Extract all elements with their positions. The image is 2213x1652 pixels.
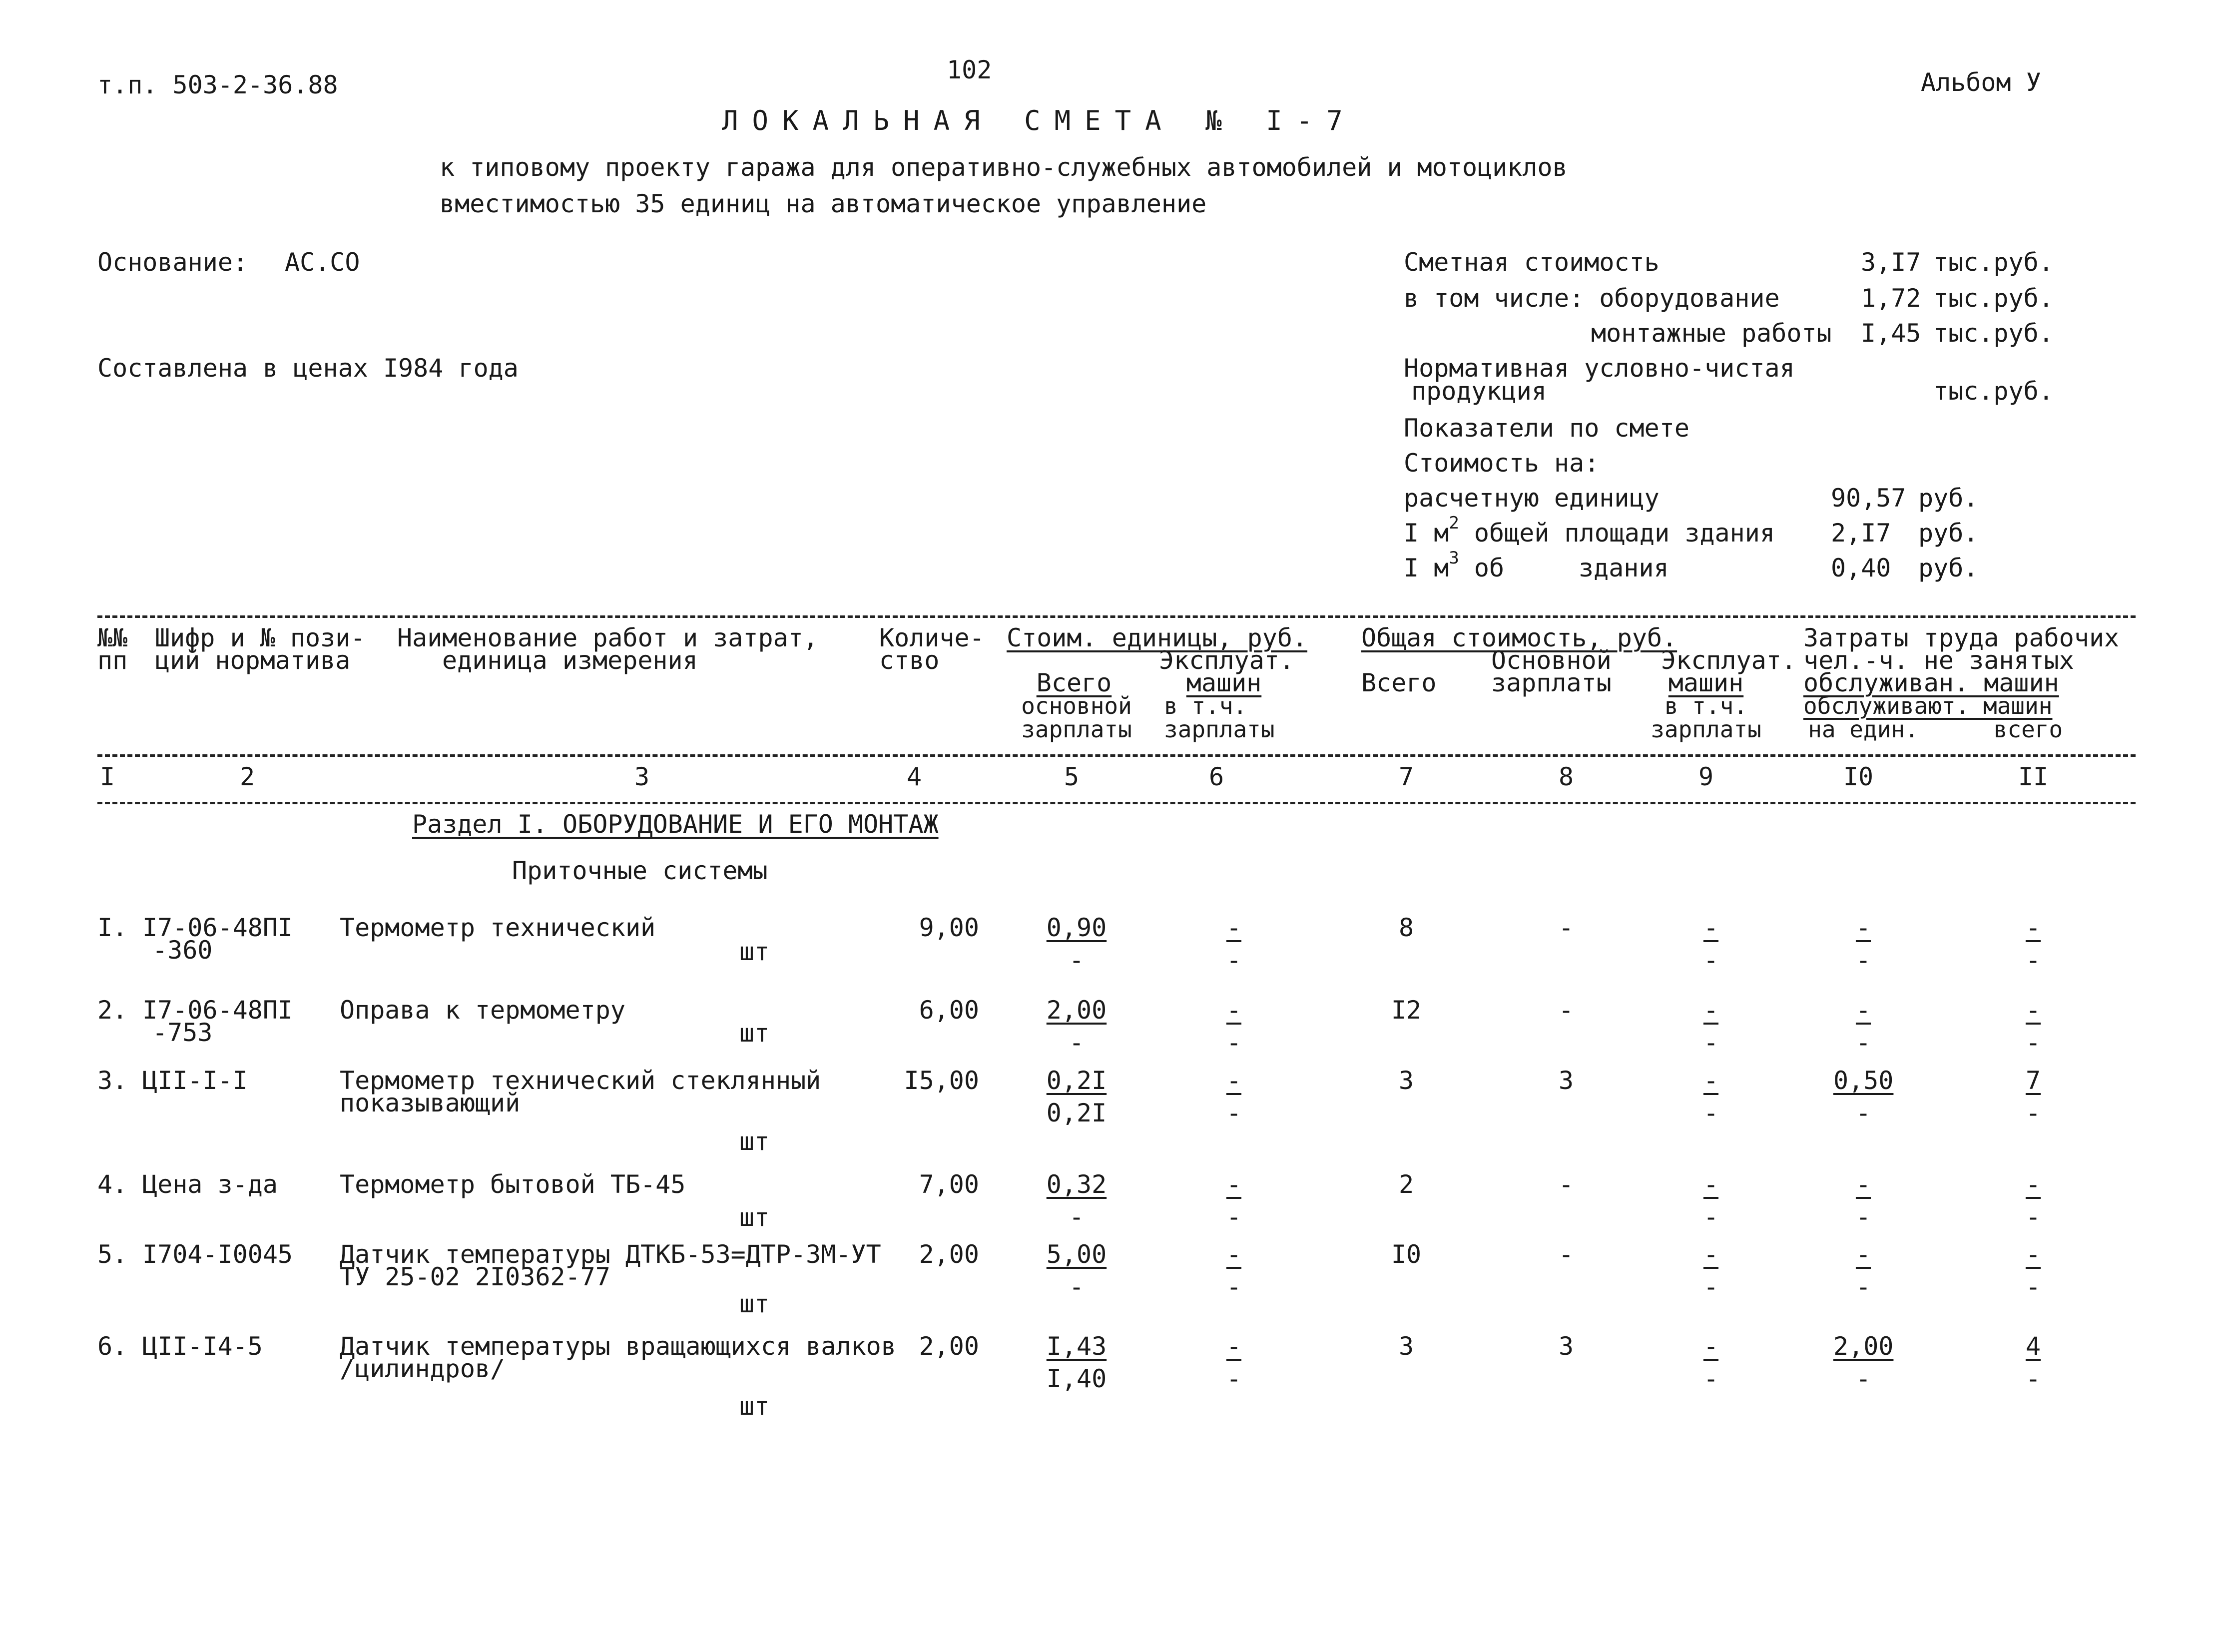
row-unit: шт — [739, 1127, 770, 1156]
install-value: I,45 — [1861, 319, 1921, 348]
row-wage-total: 3 — [1558, 1332, 1574, 1361]
row-total: 8 — [1398, 913, 1414, 942]
row-machine-total-wage: - — [1703, 1272, 1719, 1301]
row-machine-total-wage: - — [1703, 1364, 1719, 1393]
colnum-9: 9 — [1698, 762, 1714, 791]
row-machine-total-wage: - — [1703, 946, 1719, 975]
col9-header-a: Эксплуат. — [1661, 646, 1796, 675]
labor-group-3: обслуживан. машин — [1803, 668, 2059, 697]
row-name: Датчик температуры ДТКБ-53=ДТР-3М-УТ — [340, 1240, 881, 1269]
cost-value: 3,I7 — [1861, 248, 1921, 277]
col9-header-d: зарплаты — [1651, 716, 1761, 743]
header-bottom-rule — [97, 802, 2136, 804]
section-title: Раздел I. ОБОРУДОВАНИЕ И ЕГО МОНТАЖ — [412, 810, 939, 839]
col6-header-d: зарплаты — [1164, 716, 1275, 743]
row-labor-unit: - — [1855, 913, 1871, 942]
col5-header-a: Всего — [1036, 668, 1112, 697]
row-name: Термометр технический — [340, 913, 656, 942]
row-machine-total: - — [1703, 913, 1719, 942]
row-labor-total-sub: - — [2025, 1272, 2041, 1301]
row-machine-wage: - — [1226, 1099, 1242, 1127]
row-labor-total: - — [2025, 996, 2041, 1025]
row-unit: шт — [739, 1019, 770, 1048]
row-labor-total-sub: - — [2025, 1202, 2041, 1231]
colnum-11: II — [2018, 762, 2049, 791]
row-number: 4. — [97, 1170, 128, 1199]
row-price: 2,00 — [1046, 996, 1107, 1025]
unit-cost-group: Стоим. единицы, руб. — [1007, 623, 1308, 652]
row-code-cont: -360 — [152, 936, 213, 965]
labor-group-4: обслуживают. машин — [1803, 692, 2053, 719]
row-name: Оправа к термометру — [340, 996, 625, 1025]
row-price: 5,00 — [1046, 1240, 1107, 1269]
col2-header-a: Шифр и № пози- — [155, 623, 366, 652]
row-machine-total-wage: - — [1703, 1099, 1719, 1127]
row-price-wage: - — [1069, 946, 1085, 975]
subtitle-line-1: к типовому проекту гаража для оперативно-служебных автомобилей и мотоциклов — [440, 153, 1568, 182]
row-price: 0,2I — [1046, 1066, 1107, 1095]
col1-header-b: пп — [97, 646, 128, 675]
row-price: I,43 — [1046, 1332, 1107, 1361]
row-number: 2. — [97, 996, 128, 1025]
row-price: 0,90 — [1046, 913, 1107, 942]
row-machine-total: - — [1703, 1170, 1719, 1199]
col8-header-a: Основной — [1491, 646, 1612, 675]
row-machine-cost: - — [1226, 1332, 1242, 1361]
row-machine-wage: - — [1226, 1202, 1242, 1231]
cost-on-label: Стоимость на: — [1404, 449, 1600, 478]
header-top-rule — [97, 615, 2136, 618]
col6-header-c: в т.ч. — [1164, 692, 1247, 719]
row-labor-total-sub: - — [2025, 1028, 2041, 1057]
col10-header: на един. — [1808, 716, 1919, 743]
row-labor-unit-sub: - — [1855, 1364, 1871, 1393]
row-wage-total: - — [1558, 1240, 1574, 1269]
row-total: 3 — [1398, 1332, 1414, 1361]
per-unit-value: 90,57 — [1831, 484, 1906, 513]
row-wage-total: - — [1558, 913, 1574, 942]
row-labor-unit-sub: - — [1855, 1028, 1871, 1057]
row-total: I0 — [1391, 1240, 1422, 1269]
page-number: 102 — [947, 55, 992, 84]
cost-unit: тыс.руб. — [1933, 248, 2054, 277]
row-labor-total: - — [2025, 913, 2041, 942]
row-labor-unit-sub: - — [1855, 1272, 1871, 1301]
row-machine-cost: - — [1226, 913, 1242, 942]
row-number: 3. — [97, 1066, 128, 1095]
row-total: 2 — [1398, 1170, 1414, 1199]
row-name: Датчик температуры вращающихся валков — [340, 1332, 896, 1361]
section-subtitle: Приточные системы — [512, 856, 768, 885]
row-number: 5. — [97, 1240, 128, 1269]
row-unit: шт — [739, 1289, 770, 1318]
subtitle-line-2: вместимостью 35 единиц на автоматическое управление — [440, 189, 1207, 218]
net-product-label-1: Нормативная условно-чистая — [1404, 354, 1795, 383]
row-price-wage: - — [1069, 1272, 1085, 1301]
install-label: монтажные работы — [1591, 319, 1832, 348]
row-labor-total-sub: - — [2025, 946, 2041, 975]
row-code: ЦII-I-I — [142, 1066, 248, 1095]
labor-group-2: чел.-ч. не занятых — [1803, 646, 2074, 675]
col11-header: всего — [1993, 716, 2063, 743]
row-quantity: 7,00 — [919, 1170, 979, 1199]
basis-label: Основание: — [97, 248, 248, 277]
row-machine-wage: - — [1226, 1028, 1242, 1057]
colnum-5: 5 — [1064, 762, 1080, 791]
row-name: Термометр технический стеклянный — [340, 1066, 821, 1095]
colnum-4: 4 — [906, 762, 922, 791]
row-quantity: 2,00 — [919, 1240, 979, 1269]
row-wage-total: - — [1558, 1170, 1574, 1199]
row-unit: шт — [739, 937, 770, 966]
install-unit: тыс.руб. — [1933, 319, 2054, 348]
row-machine-total: - — [1703, 1332, 1719, 1361]
row-machine-total: - — [1703, 996, 1719, 1025]
row-machine-cost: - — [1226, 1170, 1242, 1199]
row-wage-total: - — [1558, 996, 1574, 1025]
row-labor-unit: - — [1855, 1240, 1871, 1269]
page-title: ЛОКАЛЬНАЯ СМЕТА № I-7 — [722, 105, 1357, 136]
col4-header-b: ство — [879, 646, 940, 675]
row-price-wage: I,40 — [1046, 1364, 1107, 1393]
basis-value: АС.СО — [285, 248, 360, 277]
row-machine-total: - — [1703, 1066, 1719, 1095]
row-code: I7-06-48ПI — [142, 913, 293, 942]
row-labor-unit-sub: - — [1855, 1202, 1871, 1231]
row-labor-unit: - — [1855, 1170, 1871, 1199]
colnum-6: 6 — [1208, 762, 1224, 791]
equipment-label: в том числе: оборудование — [1404, 284, 1780, 313]
net-product-label-2: продукция — [1411, 377, 1547, 406]
per-unit-label: расчетную единицу — [1404, 484, 1660, 513]
per-m2-label: I $м^2$ общей площади здания — [1404, 513, 1775, 548]
row-name-cont: показывающий — [340, 1089, 521, 1117]
equipment-unit: тыс.руб. — [1933, 284, 2054, 313]
row-labor-unit-sub: - — [1855, 1099, 1871, 1127]
row-labor-total: - — [2025, 1170, 2041, 1199]
row-number: 6. — [97, 1332, 128, 1361]
row-machine-cost: - — [1226, 1066, 1242, 1095]
album-label: Альбом У — [1921, 68, 2041, 97]
colnum-1: I — [99, 762, 115, 791]
row-labor-total: - — [2025, 1240, 2041, 1269]
row-name-cont: ТУ 25-02 2I0362-77 — [340, 1262, 610, 1291]
row-code: ЦII-I4-5 — [142, 1332, 263, 1361]
col9-header-c: в т.ч. — [1664, 692, 1748, 719]
row-labor-total-sub: - — [2025, 1099, 2041, 1127]
net-product-unit: тыс.руб. — [1933, 377, 2054, 406]
row-total: 3 — [1398, 1066, 1414, 1095]
total-cost-group: Общая стоимость, руб. — [1361, 623, 1677, 652]
row-labor-total: 7 — [2025, 1066, 2041, 1095]
row-machine-wage: - — [1226, 1364, 1242, 1393]
cost-label: Сметная стоимость — [1404, 248, 1660, 277]
row-unit: шт — [739, 1392, 770, 1421]
row-labor-unit: 0,50 — [1833, 1066, 1894, 1095]
col3-header-a: Наименование работ и затрат, — [397, 623, 818, 652]
per-m2-rub: руб. — [1918, 519, 1979, 548]
row-price-wage: - — [1069, 1028, 1085, 1057]
col1-header-a: №№ — [97, 623, 128, 652]
col6-header-b: машин — [1186, 668, 1262, 697]
row-machine-total: - — [1703, 1240, 1719, 1269]
colnum-2: 2 — [239, 762, 255, 791]
row-price: 0,32 — [1046, 1170, 1107, 1199]
colnum-8: 8 — [1558, 762, 1574, 791]
row-total: I2 — [1391, 996, 1422, 1025]
row-machine-cost: - — [1226, 996, 1242, 1025]
row-unit: шт — [739, 1203, 770, 1232]
col2-header-b: ций норматива — [155, 646, 351, 675]
project-code: т.п. 503-2-36.88 — [97, 70, 338, 99]
row-price-wage: 0,2I — [1046, 1099, 1107, 1127]
row-quantity: I5,00 — [904, 1066, 979, 1095]
col5-header-b: основной — [1021, 692, 1132, 719]
col6-header-a: Эксплуат. — [1159, 646, 1294, 675]
per-m3-rub: руб. — [1918, 553, 1979, 582]
row-code: I704-I0045 — [142, 1240, 293, 1269]
col7-header: Всего — [1361, 668, 1437, 697]
colnum-10: I0 — [1843, 762, 1874, 791]
per-unit-rub: руб. — [1918, 484, 1979, 513]
row-name-cont: /цилиндров/ — [340, 1354, 506, 1383]
col8-header-b: зарплаты — [1491, 668, 1612, 697]
row-machine-wage: - — [1226, 1272, 1242, 1301]
labor-group-1: Затраты труда рабочих — [1803, 623, 2120, 652]
row-code: Цена з-да — [142, 1170, 278, 1199]
header-mid-rule — [97, 754, 2136, 757]
prices-note: Составлена в ценах I984 года — [97, 354, 519, 383]
row-labor-unit: 2,00 — [1833, 1332, 1894, 1361]
row-labor-unit-sub: - — [1855, 946, 1871, 975]
row-quantity: 9,00 — [919, 913, 979, 942]
col5-header-c: зарплаты — [1021, 716, 1132, 743]
row-machine-total-wage: - — [1703, 1028, 1719, 1057]
col4-header-a: Количе- — [879, 623, 985, 652]
row-quantity: 6,00 — [919, 996, 979, 1025]
equipment-value: 1,72 — [1861, 284, 1921, 313]
row-labor-total-sub: - — [2025, 1364, 2041, 1393]
row-machine-cost: - — [1226, 1240, 1242, 1269]
colnum-7: 7 — [1398, 762, 1414, 791]
per-m3-label-building: здания — [1579, 553, 1669, 582]
row-wage-total: 3 — [1558, 1066, 1574, 1095]
row-price-wage: - — [1069, 1202, 1085, 1231]
per-m2-value: 2,I7 — [1831, 519, 1891, 548]
row-name: Термометр бытовой ТБ-45 — [340, 1170, 686, 1199]
row-code: I7-06-48ПI — [142, 996, 293, 1025]
row-labor-total: 4 — [2025, 1332, 2041, 1361]
row-machine-total-wage: - — [1703, 1202, 1719, 1231]
colnum-3: 3 — [634, 762, 650, 791]
row-machine-wage: - — [1226, 946, 1242, 975]
indicators-label: Показатели по смете — [1404, 414, 1689, 443]
per-m3-label: I $м^3$ об — [1404, 548, 1505, 582]
row-code-cont: -753 — [152, 1018, 213, 1047]
row-quantity: 2,00 — [919, 1332, 979, 1361]
row-labor-unit: - — [1855, 996, 1871, 1025]
per-m3-value: 0,40 — [1831, 553, 1891, 582]
row-number: I. — [97, 913, 128, 942]
col3-header-b: единица измерения — [442, 646, 698, 675]
col9-header-b: машин — [1668, 668, 1744, 697]
